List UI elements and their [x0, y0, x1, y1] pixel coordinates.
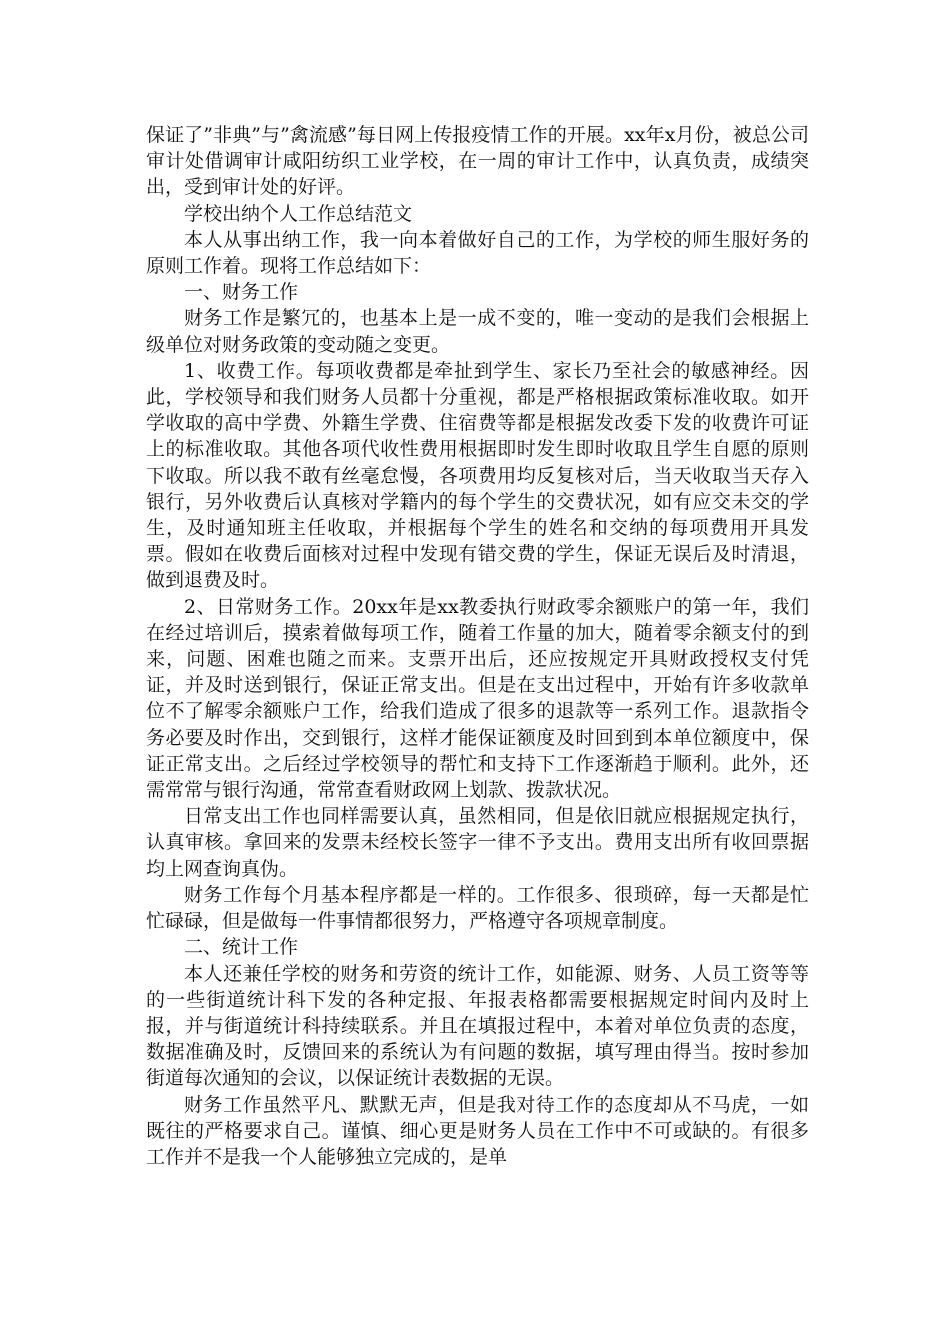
paragraph-3: 本人从事出纳工作，我一向本着做好自己的工作，为学校的师生服好务的原则工作着。现将工作总结如下：: [146, 228, 809, 278]
document-body: [146, 122, 809, 1170]
paragraph-2-heading: 学校出纳个人工作总结范文: [184, 202, 413, 225]
paragraph-5: 财务工作是繁冗的，也基本上是一成不变的，唯一变动的是我们会根据上级单位对财务政策的变动随之变更。: [146, 307, 809, 356]
paragraph-11: 本人还兼任学校的财务和劳资的统计工作，如能源、财务、人员工资等等的一些街道统计科下发的各种定报、年报表格都需要根据规定时间内及时上报，并与街道统计科持续联系。并且在填报过程中，本着对单位负责的态度，数据准确及时，反馈回来的系统认为有问题的数据，填写理由得当。按时参加街道每次通知的会议，以保证统计表数据的无误。: [146, 962, 809, 1090]
paragraph-6: 1、收费工作。每项收费都是牵扯到学生、家长乃至社会的敏感神经。因此，学校领导和我们财务人员都十分重视，都是严格根据政策标准收取。如开学收取的高中学费、外籍生学费、住宿费等都是根据发改委下发的收费许可证上的标准收取。其他各项代收性费用根据即时发生即时收取且学生自愿的原则下收取。所以我不敢有丝毫怠慢，各项费用均反复核对后，当天收取当天存入银行，另外收费后认真核对学籍内的每个学生的交费状况，如有应交未交的学生，及时通知班主任收取，并根据每个学生的姓名和交纳的每项费用开具发票。假如在收费后面核对过程中发现有错交费的学生，保证无误后及时清退，做到退费及时。: [146, 359, 809, 592]
section-heading-1: 一、财务工作: [184, 281, 299, 304]
section-heading-2: 二、统计工作: [184, 936, 299, 959]
paragraph-7: 2、日常财务工作。20xx年是xx教委执行财政零余额账户的第一年，我们在经过培训后，摸索着做每项工作，随着工作量的加大，随着零余额支付的到来，问题、困难也随之而来。支票开出后，还应按规定开具财政授权支付凭证，并及时送到银行，保证正常支出。但是在支出过程中，开始有许多收款单位不了解零余额账户工作，给我们造成了很多的退款等一系列工作。退款指令务必要及时作出，交到银行，这样才能保证额度及时回到到本单位额度中，保证正常支出。之后经过学校领导的帮忙和支持下工作逐渐趋于顺利。此外，还需常常与银行沟通，常常查看财政网上划款、拨款状况。: [146, 595, 809, 802]
paragraph-12: 财务工作虽然平凡、默默无声，但是我对待工作的态度却从不马虎，一如既往的严格要求自己。谨慎、细心更是财务人员在工作中不可或缺的。有很多工作并不是我一个人能够独立完成的，是单: [146, 1093, 809, 1168]
paragraph-8: 日常支出工作也同样需要认真，虽然相同，但是依旧就应根据规定执行，认真审核。拿回来的发票未经校长签字一律不予支出。费用支出所有收回票据均上网查询真伪。: [146, 805, 809, 880]
paragraph-9: 财务工作每个月基本程序都是一样的。工作很多、很琐碎，每一天都是忙忙碌碌，但是做每一件事情都很努力，严格遵守各项规章制度。: [146, 883, 809, 933]
paragraph-1: 保证了”非典”与”禽流感”每日网上传报疫情工作的开展。xx年x月份，被总公司审计处借调审计咸阳纺织工业学校，在一周的审计工作中，认真负责，成绩突出，受到审计处的好评。: [146, 124, 809, 199]
